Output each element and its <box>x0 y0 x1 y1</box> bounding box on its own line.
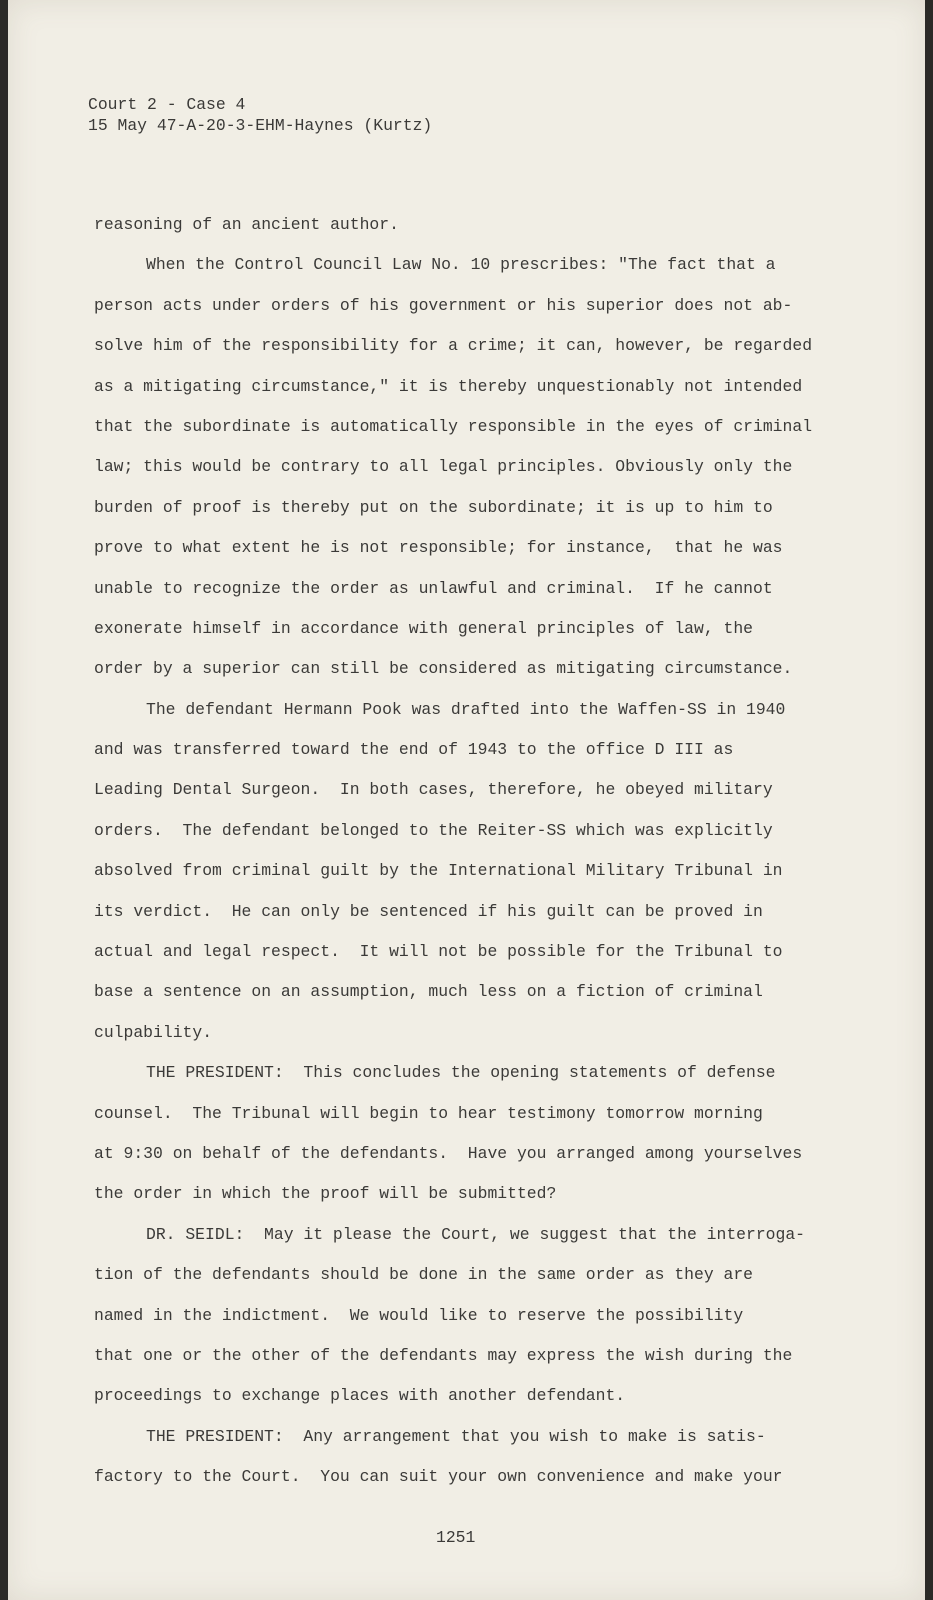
text-line: as a mitigating circumstance," it is thereby unquestionably not intended <box>94 376 803 396</box>
document-body <box>94 213 894 1506</box>
text-line: counsel. The Tribunal will begin to hear testimony tomorrow morning <box>94 1103 763 1123</box>
text-line: unable to recognize the order as unlawful and criminal. If he cannot <box>94 578 773 598</box>
text-line: and was transferred toward the end of 1943 to the office D III as <box>94 740 734 760</box>
text-line: base a sentence on an assumption, much less on a fiction of criminal <box>94 982 763 1002</box>
text-line: orders. The defendant belonged to the Reiter-SS which was explicitly <box>94 820 773 840</box>
text-line: person acts under orders of his government or his superior does not ab- <box>94 295 793 315</box>
text-line: exonerate himself in accordance with general principles of law, the <box>94 618 754 638</box>
text-line: prove to what extent he is not responsible; for instance, that he was <box>94 538 783 558</box>
header-court-case: Court 2 - Case 4 <box>88 95 246 114</box>
text-line: solve him of the responsibility for a crime; it can, however, be regarded <box>94 336 813 356</box>
text-line: proceedings to exchange places with another defendant. <box>94 1386 626 1406</box>
text-line: Leading Dental Surgeon. In both cases, therefore, he obeyed military <box>94 780 773 800</box>
text-line: The defendant Hermann Pook was drafted into the Waffen-SS in 1940 <box>146 699 786 719</box>
text-line: tion of the defendants should be done in the same order as they are <box>94 1265 754 1285</box>
text-line: THE PRESIDENT: This concludes the opening statements of defense <box>146 1063 776 1083</box>
text-line: named in the indictment. We would like to reserve the possibility <box>94 1305 744 1325</box>
text-line: at 9:30 on behalf of the defendants. Have you arranged among yourselves <box>94 1143 803 1163</box>
text-line: actual and legal respect. It will not be possible for the Tribunal to <box>94 942 783 962</box>
text-line: absolved from criminal guilt by the International Military Tribunal in <box>94 861 783 881</box>
text-line: its verdict. He can only be sentenced if his guilt can be proved in <box>94 901 763 921</box>
text-line: burden of proof is thereby put on the subordinate; it is up to him to <box>94 497 773 517</box>
text-line: that the subordinate is automatically responsible in the eyes of criminal <box>94 416 813 436</box>
header-date-reference: 15 May 47-A-20-3-EHM-Haynes (Kurtz) <box>88 116 433 135</box>
page-number: 1251 <box>436 1528 476 1547</box>
text-line: the order in which the proof will be submitted? <box>94 1184 557 1204</box>
text-line: order by a superior can still be considered as mitigating circumstance. <box>94 659 793 679</box>
document-header <box>88 94 432 136</box>
text-line: culpability. <box>94 1022 213 1042</box>
text-line: reasoning of an ancient author. <box>94 215 399 234</box>
text-line: THE PRESIDENT: Any arrangement that you wish to make is satis- <box>146 1426 766 1446</box>
text-line: that one or the other of the defendants may express the wish during the <box>94 1345 793 1365</box>
document-page <box>8 0 925 1600</box>
text-line: When the Control Council Law No. 10 prescribes: "The fact that a <box>146 255 776 275</box>
text-line: factory to the Court. You can suit your own convenience and make your <box>94 1467 783 1487</box>
text-line: DR. SEIDL: May it please the Court, we suggest that the interroga- <box>146 1224 806 1244</box>
text-line: law; this would be contrary to all legal principles. Obviously only the <box>94 457 793 477</box>
